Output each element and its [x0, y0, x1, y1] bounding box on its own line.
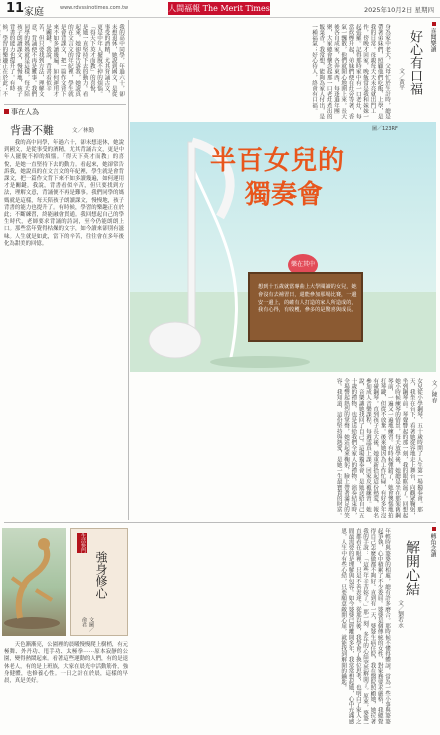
- article-body-middle: 女兒從小學鋼琴，五十歲時開了人生第一場獨奏會。那天，我坐在台下，看著她從容地走上舞台，向觀眾鞠躬，坐到鋼琴前。琴聲響起的那一刻，我的眼眶濕了。回想起她小時候練琴的情景，每天放學後，她總是坐在那架舊鋼琴前，一遍又一遍地練習。有時候彈錯了，她會懊惱地拍打琴鍵，但從不放棄。後來她因為工作忙碌，有好多年沒有碰鋼琴。直到孩子長大後，她重新拾起這份熱愛，報名參加成人音樂課程，每週認真上課，回家反覆練習。她說，音樂讓她找回了自己。這場獨奏會，是她送給自己五十歲的禮物，也是送給我們全家人的禮物。演奏結束時，全場響起熱烈的掌聲，她站起來鞠躬，臉上帶著滿足的笑容。我知道，這份堅持與熱愛，是她一生最寶貴的財富。: [335, 378, 422, 518]
- section-tag-people: [4, 107, 39, 117]
- article-left-paragraph: 我的高中同學，年過六十，卻未想退休，她說到國文，是從事受的酒精，尤其背誦古文，更是中年人擺脫不掉的煩惱。「得天下英才而教」的喜悅，是她一直堅持下去的動力。看起來，她卻常告訴我，她說真的在文言文的年紀裡，學生就是會背課文，把一篇作文背下來不如多讀幾遍，如何運用才是關鍵。我說，背書看似辛苦，但只要找到方法，理解文意，背誦便不再是難事。我們同學的媽媽就是這樣，每天陪孩子朗讀課文，慢慢地，孩子背書的能力也提升了。有時候，學習的樂趣正在於此；不斷練習，終能融會貫通。我回想起自己的學生時代，老師要求背誦的詩詞，至今仍能朗朗上口。那些當年覺得枯燥的文字，如今讀來卻別有滋味。人生就是如此，當下的辛苦，往往會在多年後化為甜美的回憶。: [4, 140, 124, 247]
- hero-title-line2: 獨奏會: [245, 180, 324, 210]
- hero-photo-credit: 圖／123RF: [372, 126, 398, 132]
- quote-badge: 樂在其中: [288, 254, 318, 276]
- caption-tag: 生活快門: [77, 533, 87, 553]
- byline-left: 文／林勤: [72, 128, 95, 134]
- site-url[interactable]: www.rdvssinotimes.com.tw: [60, 5, 129, 11]
- issue-date: 2025年10月2日 星期四: [363, 6, 434, 14]
- section-tag-family: 喜聞樂讀: [429, 28, 436, 52]
- newspaper-logo: 人間福報 The Merit Times: [168, 4, 270, 13]
- column-divider: [128, 20, 129, 520]
- tag-marker: [432, 22, 436, 26]
- tag-marker: [432, 527, 436, 531]
- caption-paragraph: 天色漸漸亮，公園裡的晨曦慢慢爬上樹梢，有元極舞、外丹功、甩手功、太極拳⋯⋯原本寂靜的公園，變得熱鬧起來。看著這些運動的人們，有的是退休老人，有的是上班族，大家在晨光中活動筋骨，強身健體，也修養心性。一日之計在於晨，這樣的早晨，真是美好。: [4, 642, 129, 685]
- article-body-left-strip: 我的高中同學，年過六十，卻未想退休，她說到國文，是從事受的酒精，尤其背誦古文，更是中年人擺脫不掉的煩惱。「得天下英才而教」的喜悅，是她一直堅持下去的動力。看起來，她卻常告訴我，她說真的在文言文的年紀裡，學生就是會背課文，把一篇作文背下來不如多讀幾遍，如何運用才是關鍵。我說，背書看似辛苦，但只要找到方法，理解文意，背誦便不再是難事。我們同學的媽媽就是這樣，每天陪孩子朗讀課文，慢慢地，孩子背書的能力也提升了。有時候，學習的樂趣正在於此；不: [1, 24, 124, 97]
- article-title-right-top: 好心有口福: [407, 30, 422, 95]
- sculpture-photo: [2, 528, 66, 636]
- sculpture-illustration: [2, 528, 66, 636]
- byline-middle: 文／陳春: [430, 380, 436, 404]
- horizontal-rule-bottom: [4, 522, 436, 523]
- page-number: 11: [6, 1, 25, 16]
- hero-illustration: [130, 122, 436, 372]
- quote-text: 想到十五歲就當專曲上大學閱讀的女兒，她會沒有去補習日，還能參加那場比賽，一邊安一邊上，的確有人打造的家人所造成的，我有心得，有收穫，參多的是驚喜與成長。: [258, 284, 357, 314]
- caption-body: [4, 642, 128, 730]
- page-header: [0, 0, 440, 18]
- section-tag-turn: 轉角念讀: [429, 533, 436, 557]
- byline-right-top: 文／黃平: [398, 68, 404, 91]
- caption-credit: 文圖／俞君: [81, 617, 94, 632]
- byline-right-bottom: 文／劉若水: [397, 600, 403, 628]
- hero-title-line1: 半百女兒的: [210, 146, 346, 176]
- caption-title: 強身修心: [94, 551, 108, 599]
- horizontal-rule: [4, 104, 126, 105]
- tag-square-icon: [4, 109, 9, 114]
- article-body-right-bottom: 年輕時與婆婆的相處，總有許多磨合。那時候不懂得體諒，常為一些小事與婆婆起爭執，心中積累了不少委屈。婆婆是個傳統的女性，對家務要求嚴格，我總覺得自己怎麼做都不夠好。直到有一天，婆婆生病住院，我在醫院照顧她，她拉著我的手說：「這些年辛苦妳了。」那一刻，多年的心結突然解開了。原來，婆婆一直都看在眼裡，只是不善表達。從那以後，我學會了換位思考，也明白了家人之間最需要的是理解與包容。如今婆婆已經離開多年，我常常想起她，心中充滿感恩。人生中有些心結，只要願意敞開心扉，就能找到解開的鑰匙。: [340, 528, 390, 727]
- section-title: 家庭: [24, 7, 44, 18]
- article-body-right-top: 身為家中老大，父母忙於生計時，總是帶著弟妹們，照顧他們吃飯、上學，是我的日常。母親每天天未亮就出門工作，傍晚才回家，晚飯常是我和妹妹一起張羅。記得那時家中有一口老灶，每當炊煙升起，弟妹們便在灶旁等著，香氣一飄散，他們就開心地圍上來。長大後各自成家，各奔東西，每逢過年團聚，大家總會懷念起那一口老灶煮出的飯菜香。我常想，能夠為家人付出，是一種福氣；好心待人，終會有口福。: [311, 24, 390, 120]
- article-title-right-bottom: 解開心結: [404, 540, 420, 596]
- quote-card: [248, 272, 363, 342]
- caption-box: [70, 528, 128, 636]
- tag-people-label: 事在人為: [11, 108, 39, 116]
- article-title-left: 背書不難: [10, 124, 54, 137]
- article-body-left: [4, 140, 124, 520]
